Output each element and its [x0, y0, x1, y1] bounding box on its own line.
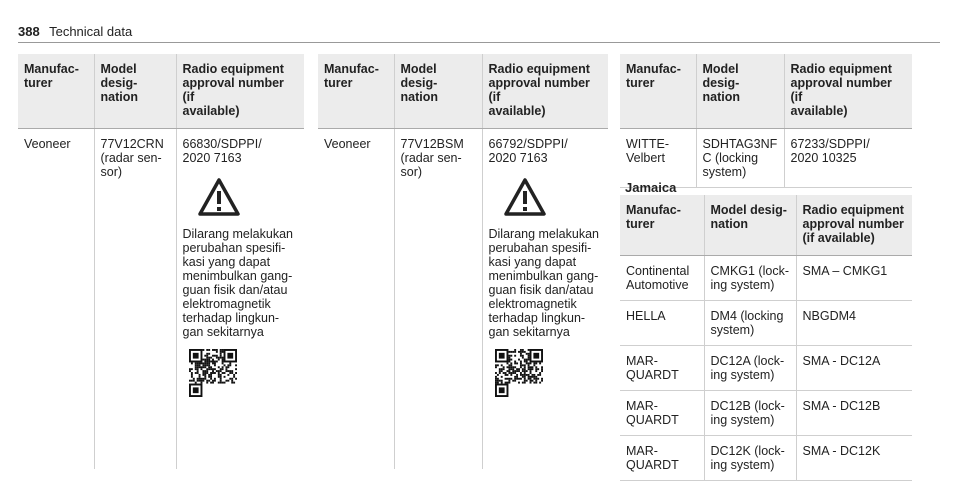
- table-header-row: [18, 54, 304, 129]
- table-row: [18, 129, 304, 470]
- cell-manufacturer: MAR- QUARDT: [620, 436, 704, 481]
- cell-manufacturer: Veoneer: [24, 137, 71, 151]
- header-approval: Radio equipment approval number (if available): [784, 54, 912, 129]
- cell-manufacturer: Veoneer: [324, 137, 371, 151]
- cell-model: 77V12BSM (radar sen- sor): [394, 129, 482, 470]
- warning-text: Dilarang melakukan perubahan spesifi- kasi yang dapat menimbulkan gang- guan fisik dan/atau elektromagnetik terhadap lingkun- gan sekitarnya: [488, 227, 599, 339]
- qr-code: [189, 349, 237, 397]
- cell-approval: NBGDM4: [796, 301, 912, 346]
- header-approval: Radio equipment approval number (if available): [482, 54, 608, 129]
- cell-manufacturer: MAR- QUARDT: [620, 346, 704, 391]
- cell-approval: SMA - DC12A: [796, 346, 912, 391]
- table-header-row: [318, 54, 608, 129]
- cell-approval: [176, 129, 304, 470]
- header-manufacturer: Manufac- turer: [318, 54, 394, 129]
- table-row: [620, 256, 912, 301]
- qr-code: [495, 349, 543, 397]
- header-model: Model desig- nation: [94, 54, 176, 129]
- table-row: [620, 301, 912, 346]
- section-title-jamaica: Jamaica: [625, 180, 677, 195]
- header-model: Model desig- nation: [696, 54, 784, 129]
- cell-manufacturer: MAR- QUARDT: [620, 391, 704, 436]
- page-number: 388: [18, 24, 40, 39]
- approval-table-3: [620, 54, 912, 188]
- cell-approval: SMA - DC12B: [796, 391, 912, 436]
- section-title-header: Technical data: [49, 24, 133, 39]
- cell-approval: 67233/SDPPI/ 2020 10325: [784, 129, 912, 188]
- cell-manufacturer: HELLA: [620, 301, 704, 346]
- table-row: [620, 391, 912, 436]
- approval-table-1: [18, 54, 304, 469]
- header-manufacturer: Manufac- turer: [18, 54, 94, 129]
- table-row: [318, 129, 608, 470]
- warning-triangle-icon: [197, 177, 241, 217]
- approval-number: 66792/SDPPI/ 2020 7163: [488, 137, 568, 165]
- table-header-row: [620, 54, 912, 129]
- cell-model: DC12A (lock- ing system): [704, 346, 796, 391]
- cell-model: 77V12CRN (radar sen- sor): [94, 129, 176, 470]
- table-header-row: [620, 195, 912, 256]
- warning-text: Dilarang melakukan perubahan spesifi- kasi yang dapat menimbulkan gang- guan fisik dan/atau elektromagnetik terhadap lingkun- gan sekitarnya: [182, 227, 293, 339]
- cell-manufacturer: WITTE- Velbert: [620, 129, 696, 188]
- table-row: [620, 436, 912, 481]
- table-row: [620, 129, 912, 188]
- header-model: Model desig- nation: [394, 54, 482, 129]
- cell-approval: [482, 129, 608, 470]
- warning-triangle-icon: [503, 177, 547, 217]
- header-approval: Radio equipment approval number (if available): [796, 195, 912, 256]
- header-approval: Radio equipment approval number (if available): [176, 54, 304, 129]
- cell-approval: SMA – CMKG1: [796, 256, 912, 301]
- cell-model: CMKG1 (lock- ing system): [704, 256, 796, 301]
- cell-model: DM4 (locking system): [704, 301, 796, 346]
- header-manufacturer: Manufac- turer: [620, 54, 696, 129]
- page-header: [18, 24, 132, 39]
- header-divider: [18, 42, 940, 43]
- table-row: [620, 346, 912, 391]
- cell-model: DC12K (lock- ing system): [704, 436, 796, 481]
- header-model: Model desig- nation: [704, 195, 796, 256]
- approval-number: 66830/SDPPI/ 2020 7163: [182, 137, 262, 165]
- cell-model: SDHTAG3NF C (locking system): [696, 129, 784, 188]
- cell-approval: SMA - DC12K: [796, 436, 912, 481]
- cell-model: DC12B (lock- ing system): [704, 391, 796, 436]
- cell-manufacturer: Continental Automotive: [620, 256, 704, 301]
- approval-table-2: [318, 54, 608, 469]
- approval-table-jamaica: [620, 195, 912, 481]
- header-manufacturer: Manufac- turer: [620, 195, 704, 256]
